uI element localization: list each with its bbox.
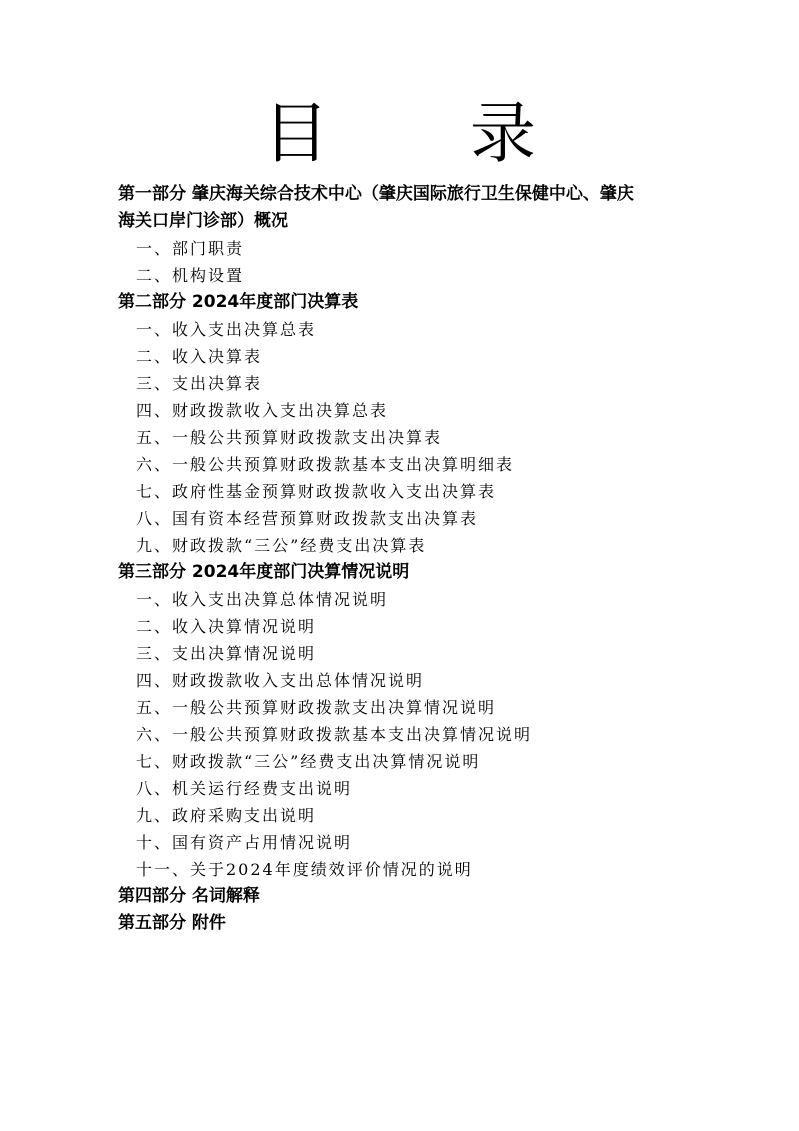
toc-part-2: 第二部分 2024年度部门决算表 — [118, 292, 359, 312]
toc-item: 五、一般公共预算财政拨款支出决算情况说明 — [136, 698, 497, 717]
toc-part-5: 第五部分 附件 — [118, 913, 226, 933]
toc-item: 二、机构设置 — [136, 266, 245, 285]
page-title: 目 录 — [263, 95, 596, 172]
toc-item: 三、支出决算情况说明 — [136, 644, 317, 663]
toc-part-3: 第三部分 2024年度部门决算情况说明 — [118, 562, 410, 582]
toc-item: 五、一般公共预算财政拨款支出决算表 — [136, 428, 443, 447]
toc-item: 四、财政拨款收入支出决算总表 — [136, 401, 389, 420]
toc-item: 七、政府性基金预算财政拨款收入支出决算表 — [136, 482, 497, 501]
toc-item: 六、一般公共预算财政拨款基本支出决算明细表 — [136, 455, 515, 474]
toc-item: 十、国有资产占用情况说明 — [136, 833, 353, 852]
toc-item: 八、国有资本经营预算财政拨款支出决算表 — [136, 509, 479, 528]
toc-item: 六、一般公共预算财政拨款基本支出决算情况说明 — [136, 725, 533, 744]
toc-part-1-line-2: 海关口岸门诊部）概况 — [118, 211, 288, 231]
toc-item: 八、机关运行经费支出说明 — [136, 779, 353, 798]
toc-part-1-line-1: 第一部分 肇庆海关综合技术中心（肇庆国际旅行卫生保健中心、肇庆 — [118, 184, 634, 204]
toc-item: 九、政府采购支出说明 — [136, 806, 317, 825]
toc-item: 十一、关于2024年度绩效评价情况的说明 — [136, 860, 473, 879]
toc-item: 四、财政拨款收入支出总体情况说明 — [136, 671, 425, 690]
toc-item: 三、支出决算表 — [136, 374, 263, 393]
toc-item: 七、财政拨款“三公”经费支出决算情况说明 — [136, 752, 481, 771]
toc-item: 二、收入决算情况说明 — [136, 617, 317, 636]
toc-part-4: 第四部分 名词解释 — [118, 886, 260, 906]
table-of-contents — [118, 181, 698, 937]
toc-item: 一、收入支出决算总表 — [136, 320, 317, 339]
toc-item: 一、部门职责 — [136, 239, 245, 258]
toc-item: 九、财政拨款“三公”经费支出决算表 — [136, 536, 427, 555]
toc-item: 一、收入支出决算总体情况说明 — [136, 590, 389, 609]
toc-item: 二、收入决算表 — [136, 347, 263, 366]
